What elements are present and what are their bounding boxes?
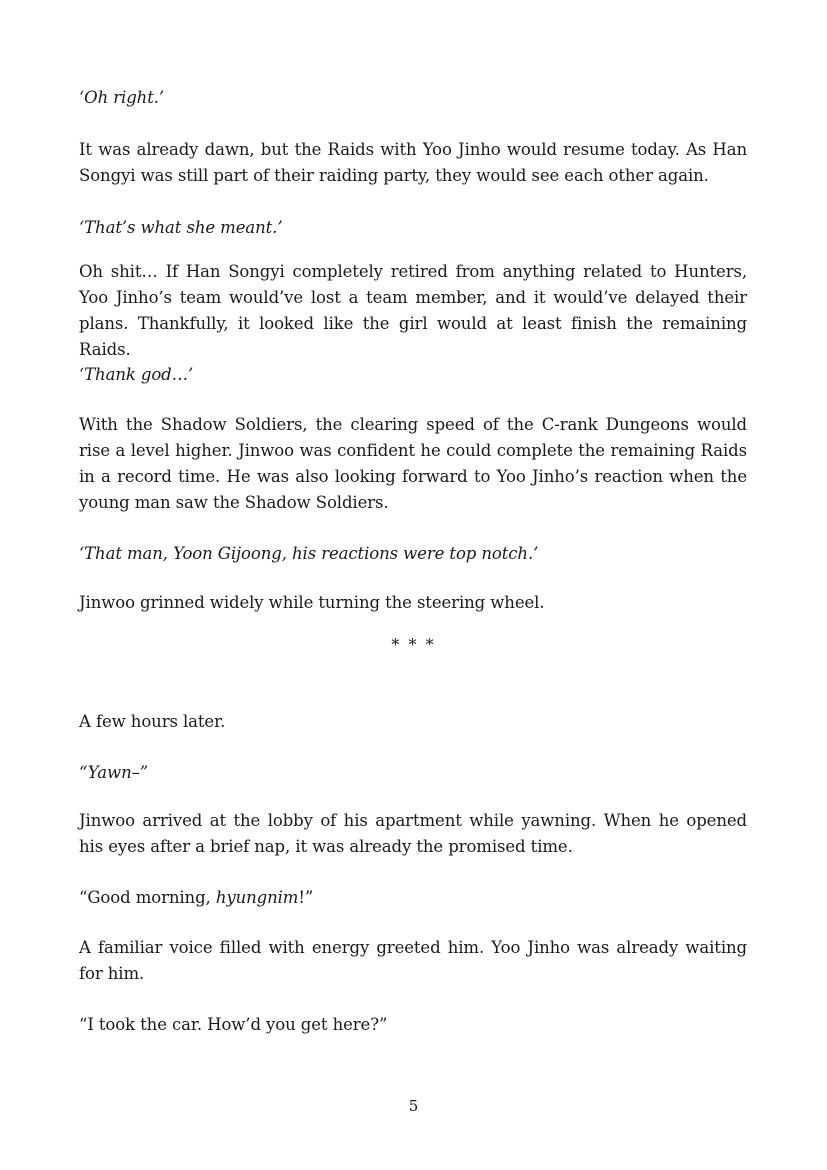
paragraph-lobby-arrival: Jinwoo arrived at the lobby of his apartment while yawning. When he opened his eyes after a brief nap, it was already the promised time. <box>79 811 747 856</box>
paragraph-han-songyi-retired: Oh shit… If Han Songyi completely retired from anything related to Hunters, Yoo Jinho’s team would’ve lost a team member, and it would’ve delayed their plans. Thankfully, it looked like the girl would at least finish the remaining Raids. <box>79 262 747 359</box>
paragraph-steering-wheel: Jinwoo grinned widely while turning the steering wheel. <box>79 593 545 612</box>
paragraph-thought-thank-god: ‘Thank god…’ <box>79 365 194 384</box>
paragraph-thought-what-she-meant: ‘That’s what she meant.’ <box>79 218 283 237</box>
paragraph-familiar-voice: A familiar voice filled with energy greeted him. Yoo Jinho was already waiting for him. <box>79 938 747 983</box>
paragraph-shadow-soldiers: With the Shadow Soldiers, the clearing speed of the C-rank Dungeons would rise a level higher. Jinwoo was confident he could complete the remaining Raids in a record time. He was also looking forward to Yoo Jinho’s reaction when the young man saw the Shadow Soldiers. <box>79 415 747 512</box>
paragraph-few-hours-later: A few hours later. <box>79 712 226 731</box>
hyungnim-emphasis: hyungnim <box>215 888 299 907</box>
paragraph-good-morning <box>79 885 747 911</box>
paragraph-yawn: “Yawn–” <box>79 763 149 782</box>
paragraph-raids-resume: It was already dawn, but the Raids with Yoo Jinho would resume today. As Han Songyi was still part of their raiding party, they would see each other again. <box>79 140 747 185</box>
page-number: 5 <box>408 1097 419 1115</box>
paragraph-thought-oh-right: ‘Oh right.’ <box>79 88 165 107</box>
paragraph-took-the-car: “I took the car. How’d you get here?” <box>79 1015 388 1034</box>
good-morning-text: “Good morning, <box>79 888 216 907</box>
good-morning-end: !” <box>298 888 314 907</box>
paragraph-thought-yoon-gijoong: ‘That man, Yoon Gijoong, his reactions were top notch.’ <box>79 544 539 563</box>
scene-separator: * * * <box>391 635 436 654</box>
